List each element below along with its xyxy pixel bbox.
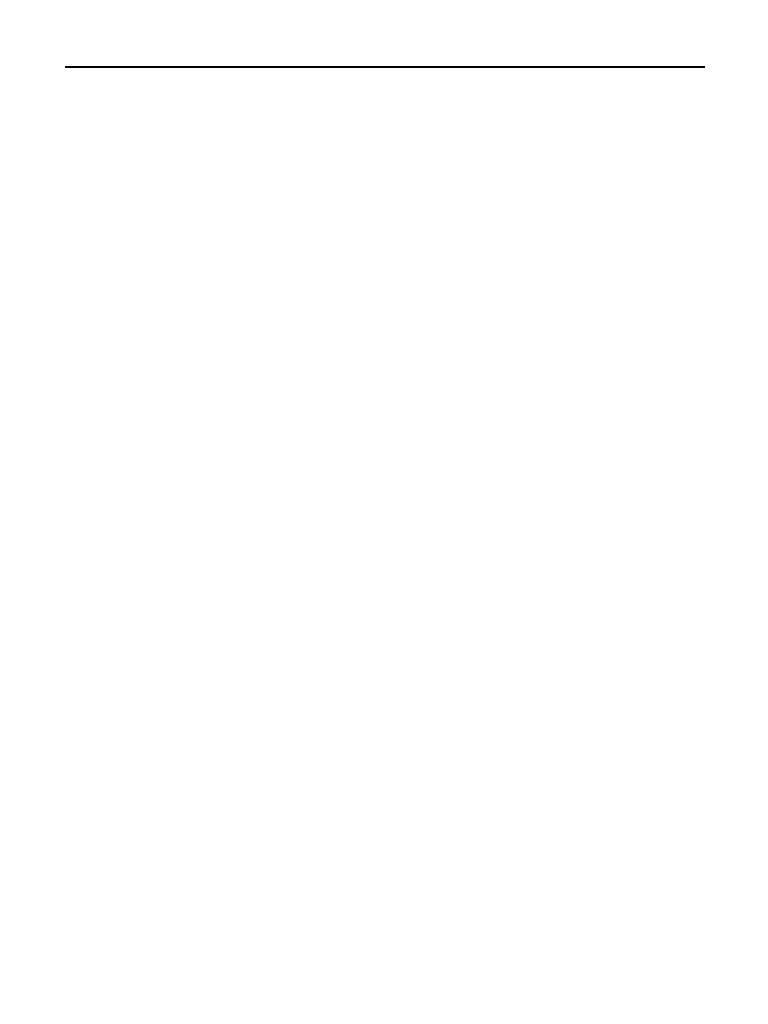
header-divider [65,66,705,68]
